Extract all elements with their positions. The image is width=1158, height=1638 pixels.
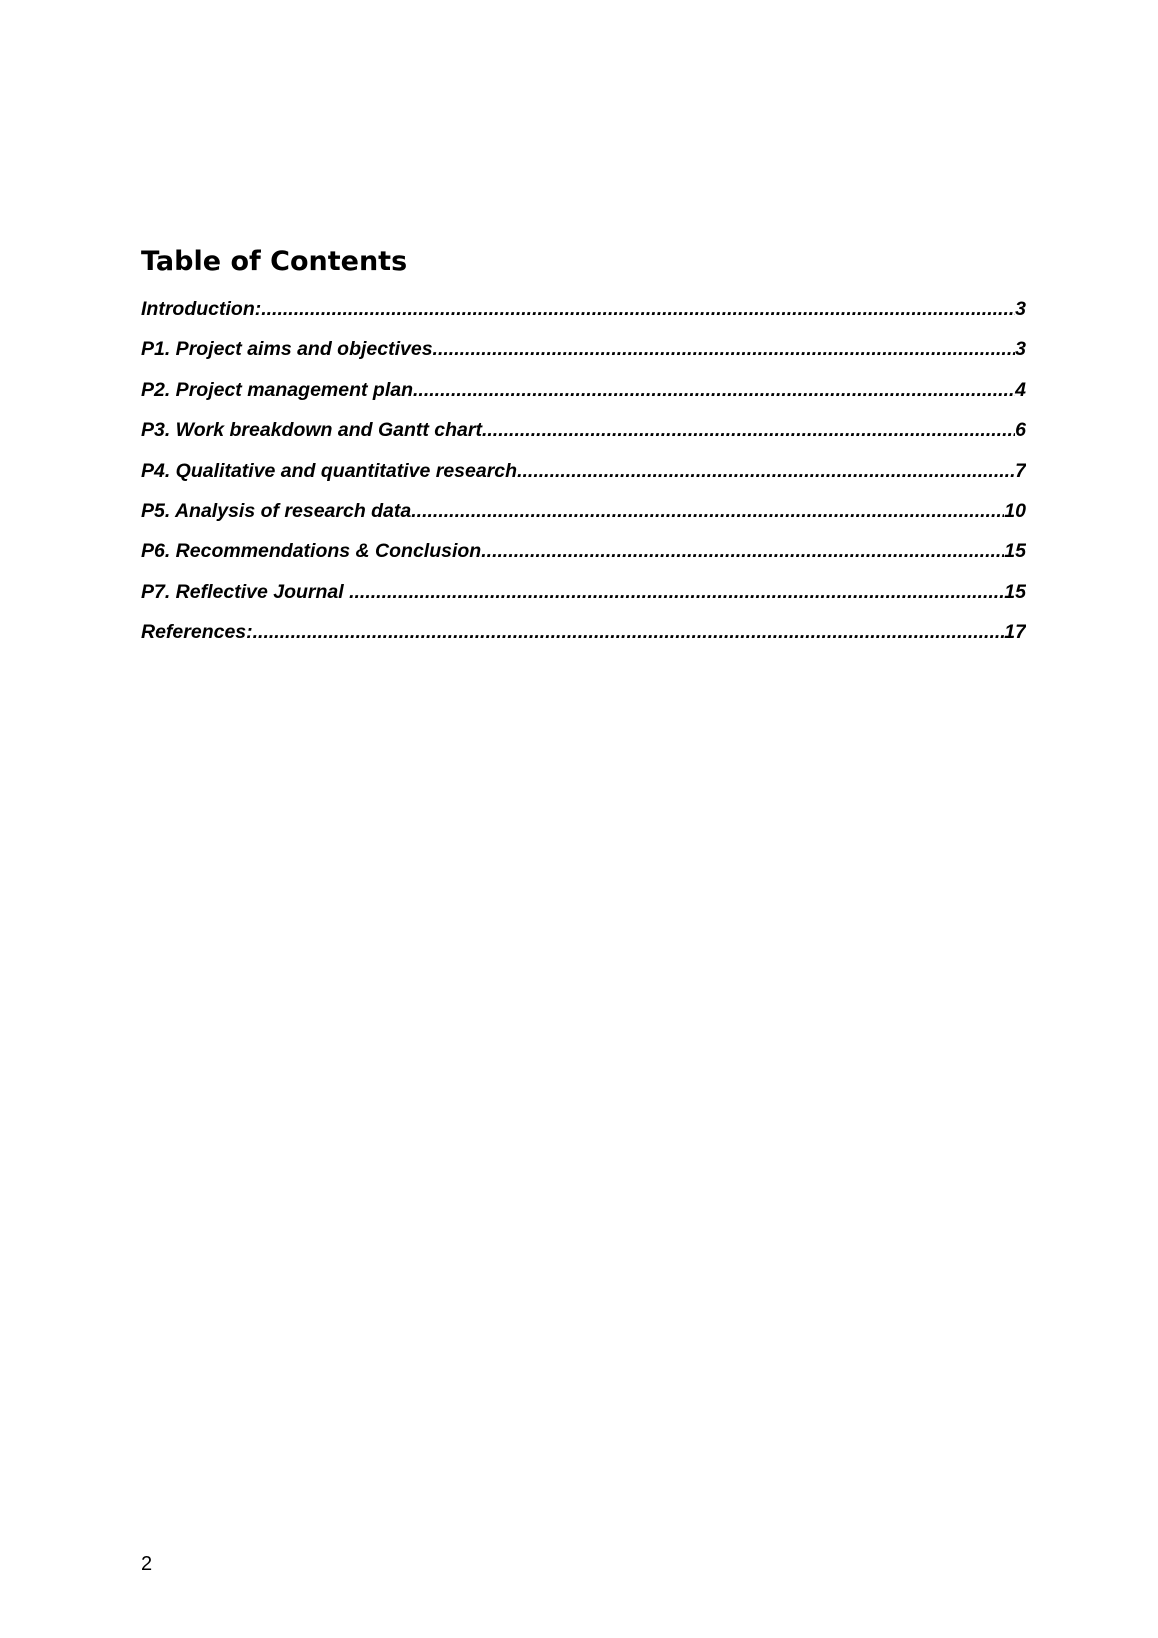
toc-entry-p3[interactable]	[141, 415, 1026, 455]
toc-entry-label: References:	[141, 621, 253, 644]
toc-entry-introduction[interactable]	[141, 294, 1026, 334]
toc-entry-p5[interactable]	[141, 496, 1026, 536]
toc-dot-leader	[411, 496, 1004, 526]
toc-dot-leader	[261, 294, 1015, 324]
page-number: 2	[141, 1553, 153, 1575]
toc-entry-p1[interactable]	[141, 334, 1026, 374]
toc-entry-label: P3. Work breakdown and Gantt chart	[141, 419, 482, 442]
toc-entry-p2[interactable]	[141, 375, 1026, 415]
toc-entry-label: P4. Qualitative and quantitative research	[141, 459, 518, 482]
toc-entry-label: P2. Project management plan	[141, 378, 414, 401]
toc-entry-label: P5. Analysis of research data	[141, 499, 412, 522]
toc-entry-page: 3	[1015, 338, 1026, 361]
toc-dot-leader	[413, 375, 1015, 405]
toc-entry-label: Introduction:	[141, 298, 262, 320]
toc-dot-leader	[253, 617, 1005, 647]
toc-entry-p4[interactable]	[141, 456, 1026, 496]
toc-entry-p6[interactable]	[141, 536, 1026, 576]
toc-entry-p7[interactable]	[141, 577, 1026, 617]
toc-dot-leader	[433, 334, 1016, 364]
toc-dot-leader	[482, 415, 1015, 445]
toc-entry-page: 6	[1015, 419, 1026, 442]
toc-entry-page: 15	[1004, 580, 1026, 603]
toc-dot-leader	[517, 456, 1015, 486]
toc-entry-page: 17	[1004, 621, 1026, 644]
toc-dot-leader	[349, 577, 1004, 607]
toc-entry-page: 15	[1004, 540, 1026, 563]
toc-entry-label: P7. Reflective Journal	[141, 580, 350, 603]
toc-entry-page: 7	[1015, 459, 1026, 482]
toc-dot-leader	[481, 536, 1004, 566]
toc-entry-page: 4	[1015, 378, 1026, 401]
toc-entry-label: P1. Project aims and objectives	[141, 338, 433, 361]
toc-list	[141, 294, 1026, 658]
toc-entry-references[interactable]	[141, 617, 1026, 657]
toc-entry-label: P6. Recommendations & Conclusion	[141, 540, 482, 563]
toc-entry-page: 3	[1015, 298, 1026, 320]
toc-title: Table of Contents	[141, 246, 408, 277]
toc-entry-page: 10	[1004, 499, 1026, 522]
